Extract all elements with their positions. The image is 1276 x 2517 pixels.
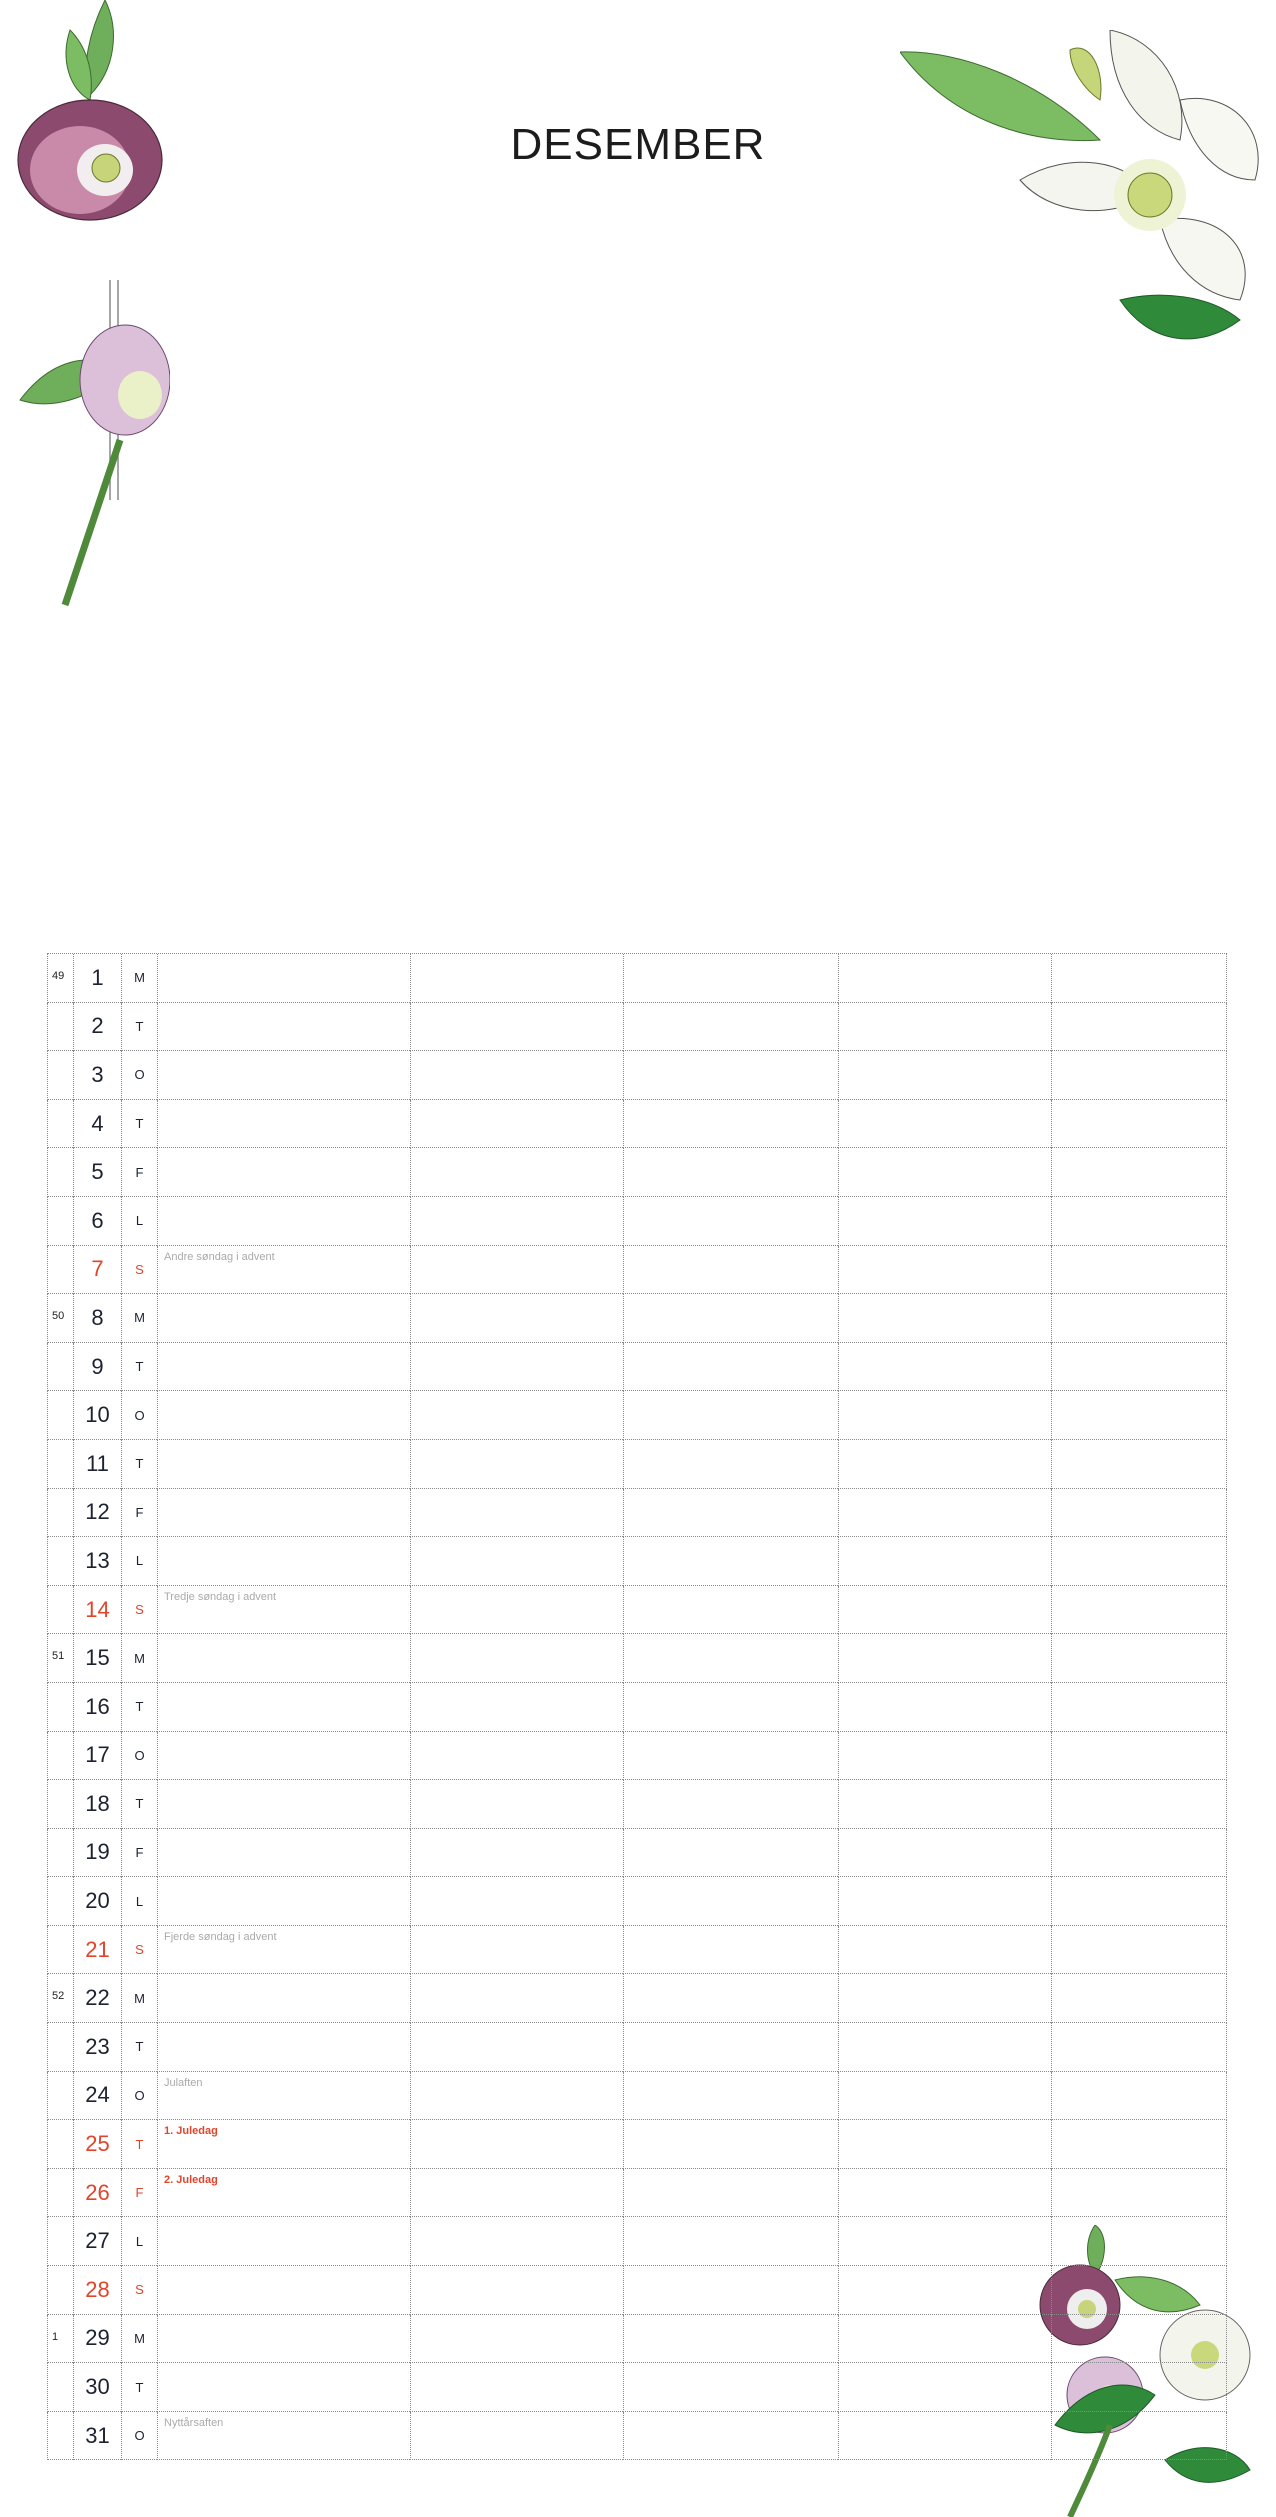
entry-cell[interactable] <box>838 1148 1051 1197</box>
day-number: 12 <box>73 1489 121 1538</box>
entry-cell[interactable] <box>410 954 623 1003</box>
entry-cell[interactable] <box>623 2363 838 2412</box>
week-number-cell <box>47 1877 73 1926</box>
entry-cell[interactable] <box>623 2023 838 2072</box>
weekday-letter: O <box>121 1732 157 1781</box>
entry-cell[interactable] <box>623 1634 838 1683</box>
entry-cell[interactable] <box>623 1197 838 1246</box>
entry-cell[interactable] <box>157 2217 410 2266</box>
day-number: 17 <box>73 1732 121 1781</box>
weekday-letter: F <box>121 1148 157 1197</box>
weekday-letter: S <box>121 1246 157 1295</box>
entry-cell[interactable] <box>157 1197 410 1246</box>
entry-cell[interactable] <box>157 2169 410 2218</box>
entry-cell[interactable] <box>157 1246 410 1295</box>
week-number: 52 <box>52 1990 65 2003</box>
week-number-cell <box>47 2169 73 2218</box>
entry-cell[interactable] <box>157 1537 410 1586</box>
day-row <box>47 2363 1227 2412</box>
weekday-letter: F <box>121 2169 157 2218</box>
day-number: 24 <box>73 2072 121 2121</box>
entry-cell[interactable] <box>838 2315 1051 2364</box>
entry-cell[interactable] <box>157 2072 410 2121</box>
day-number: 9 <box>73 1343 121 1392</box>
month-title: DESEMBER <box>510 120 766 169</box>
entry-cell[interactable] <box>157 1391 410 1440</box>
entry-cell[interactable] <box>157 1440 410 1489</box>
day-row <box>47 2120 1227 2169</box>
week-number-cell <box>47 1829 73 1878</box>
entry-cell[interactable] <box>157 2023 410 2072</box>
weekday-letter: T <box>121 2023 157 2072</box>
day-number: 31 <box>73 2412 121 2461</box>
entry-cell[interactable] <box>410 1780 623 1829</box>
entry-cell[interactable] <box>1051 1003 1227 1052</box>
day-number: 3 <box>73 1051 121 1100</box>
week-number-cell <box>47 1343 73 1392</box>
week-number-cell <box>47 2023 73 2072</box>
entry-cell[interactable] <box>838 2023 1051 2072</box>
entry-cell[interactable] <box>623 2169 838 2218</box>
entry-cell[interactable] <box>838 1391 1051 1440</box>
day-number: 20 <box>73 1877 121 1926</box>
entry-cell[interactable] <box>838 1343 1051 1392</box>
entry-cell[interactable] <box>157 1294 410 1343</box>
day-row <box>47 1440 1227 1489</box>
entry-cell[interactable] <box>1051 2120 1227 2169</box>
day-note: Tredje søndag i advent <box>164 1590 277 1603</box>
entry-cell[interactable] <box>157 2120 410 2169</box>
entry-cell[interactable] <box>157 1343 410 1392</box>
week-number-cell <box>47 1100 73 1149</box>
day-row <box>47 1586 1227 1635</box>
day-row <box>47 1926 1227 1975</box>
entry-cell[interactable] <box>157 954 410 1003</box>
entry-cell[interactable] <box>410 1003 623 1052</box>
entry-cell[interactable] <box>623 1100 838 1149</box>
entry-cell[interactable] <box>157 2412 410 2461</box>
week-number-cell <box>47 1926 73 1975</box>
week-number-cell <box>47 1294 73 1343</box>
week-number-cell <box>47 1489 73 1538</box>
entry-cell[interactable] <box>623 1051 838 1100</box>
entry-cell[interactable] <box>838 1100 1051 1149</box>
day-number: 1 <box>73 954 121 1003</box>
entry-cell[interactable] <box>157 1877 410 1926</box>
day-note: 1. Juledag <box>164 2125 218 2138</box>
entry-cell[interactable] <box>1051 1100 1227 1149</box>
day-number: 7 <box>73 1246 121 1295</box>
week-number-cell <box>47 1732 73 1781</box>
week-number-cell <box>47 1148 73 1197</box>
week-number-cell <box>47 1974 73 2023</box>
entry-cell[interactable] <box>623 1732 838 1781</box>
day-row <box>47 2412 1227 2461</box>
weekday-letter: T <box>121 1343 157 1392</box>
weekday-letter: O <box>121 1051 157 1100</box>
entry-cell[interactable] <box>623 1586 838 1635</box>
day-row <box>47 1974 1227 2023</box>
day-number: 4 <box>73 1100 121 1149</box>
entry-cell[interactable] <box>1051 954 1227 1003</box>
entry-cell[interactable] <box>410 1343 623 1392</box>
day-number: 14 <box>73 1586 121 1635</box>
day-row <box>47 2169 1227 2218</box>
entry-cell[interactable] <box>410 1197 623 1246</box>
week-number: 51 <box>52 1650 65 1663</box>
entry-cell[interactable] <box>623 954 838 1003</box>
entry-cell[interactable] <box>410 2023 623 2072</box>
entry-cell[interactable] <box>623 1440 838 1489</box>
entry-cell[interactable] <box>838 1246 1051 1295</box>
weekday-letter: T <box>121 1003 157 1052</box>
entry-cell[interactable] <box>623 1537 838 1586</box>
day-note: Fjerde søndag i advent <box>164 1930 277 1943</box>
week-number-cell <box>47 1634 73 1683</box>
entry-cell[interactable] <box>1051 1391 1227 1440</box>
day-number: 26 <box>73 2169 121 2218</box>
weekday-letter: T <box>121 1683 157 1732</box>
weekday-letter: M <box>121 1634 157 1683</box>
weekday-letter: T <box>121 1780 157 1829</box>
entry-cell[interactable] <box>838 1634 1051 1683</box>
entry-cell[interactable] <box>623 1683 838 1732</box>
day-number: 13 <box>73 1537 121 1586</box>
day-row <box>47 1246 1227 1295</box>
entry-cell[interactable] <box>838 1780 1051 1829</box>
day-number: 28 <box>73 2266 121 2315</box>
entry-cell[interactable] <box>623 1343 838 1392</box>
day-row <box>47 1829 1227 1878</box>
entry-cell[interactable] <box>623 1974 838 2023</box>
entry-cell[interactable] <box>1051 2315 1227 2364</box>
day-number: 27 <box>73 2217 121 2266</box>
week-number-cell <box>47 2266 73 2315</box>
entry-cell[interactable] <box>1051 2412 1227 2461</box>
entry-cell[interactable] <box>1051 1780 1227 1829</box>
entry-cell[interactable] <box>410 1926 623 1975</box>
weekday-letter: S <box>121 1926 157 1975</box>
day-note: Nyttårsaften <box>164 2416 224 2429</box>
entry-cell[interactable] <box>410 1683 623 1732</box>
entry-cell[interactable] <box>1051 1246 1227 1295</box>
entry-cell[interactable] <box>410 1246 623 1295</box>
entry-cell[interactable] <box>157 1051 410 1100</box>
entry-cell[interactable] <box>157 1586 410 1635</box>
weekday-letter: T <box>121 2120 157 2169</box>
entry-cell[interactable] <box>1051 1294 1227 1343</box>
day-number: 29 <box>73 2315 121 2364</box>
entry-cell[interactable] <box>1051 1683 1227 1732</box>
weekday-letter: T <box>121 2363 157 2412</box>
entry-cell[interactable] <box>838 2217 1051 2266</box>
weekday-letter: L <box>121 1197 157 1246</box>
day-number: 5 <box>73 1148 121 1197</box>
day-note: Andre søndag i advent <box>164 1250 275 1263</box>
entry-cell[interactable] <box>1051 1197 1227 1246</box>
entry-cell[interactable] <box>1051 2072 1227 2121</box>
entry-cell[interactable] <box>410 1537 623 1586</box>
day-number: 22 <box>73 1974 121 2023</box>
entry-cell[interactable] <box>410 1586 623 1635</box>
day-row <box>47 1489 1227 1538</box>
entry-cell[interactable] <box>157 1732 410 1781</box>
entry-cell[interactable] <box>838 1732 1051 1781</box>
entry-cell[interactable] <box>838 1489 1051 1538</box>
day-number: 25 <box>73 2120 121 2169</box>
entry-cell[interactable] <box>410 1974 623 2023</box>
entry-cell[interactable] <box>1051 1926 1227 1975</box>
day-number: 6 <box>73 1197 121 1246</box>
day-number: 19 <box>73 1829 121 1878</box>
entry-cell[interactable] <box>838 1294 1051 1343</box>
entry-cell[interactable] <box>1051 1732 1227 1781</box>
entry-cell[interactable] <box>623 2315 838 2364</box>
entry-cell[interactable] <box>1051 2169 1227 2218</box>
entry-cell[interactable] <box>157 1489 410 1538</box>
week-number: 1 <box>52 2330 59 2343</box>
entry-cell[interactable] <box>623 1780 838 1829</box>
entry-cell[interactable] <box>1051 2023 1227 2072</box>
entry-cell[interactable] <box>623 1877 838 1926</box>
entry-cell[interactable] <box>1051 1877 1227 1926</box>
entry-cell[interactable] <box>838 2169 1051 2218</box>
week-number-cell <box>47 2217 73 2266</box>
entry-cell[interactable] <box>410 2120 623 2169</box>
day-row <box>47 1343 1227 1392</box>
entry-cell[interactable] <box>410 2266 623 2315</box>
week-number-cell <box>47 1440 73 1489</box>
week-number-cell <box>47 1780 73 1829</box>
entry-cell[interactable] <box>838 2266 1051 2315</box>
weekday-letter: T <box>121 1440 157 1489</box>
entry-cell[interactable] <box>157 2266 410 2315</box>
entry-cell[interactable] <box>157 1003 410 1052</box>
entry-cell[interactable] <box>1051 1148 1227 1197</box>
week-number-cell <box>47 954 73 1003</box>
entry-cell[interactable] <box>410 1877 623 1926</box>
entry-cell[interactable] <box>1051 1051 1227 1100</box>
entry-cell[interactable] <box>623 2120 838 2169</box>
entry-cell[interactable] <box>838 2072 1051 2121</box>
week-number-cell <box>47 1586 73 1635</box>
weekday-letter: L <box>121 2217 157 2266</box>
entry-cell[interactable] <box>157 1148 410 1197</box>
entry-cell[interactable] <box>838 1051 1051 1100</box>
entry-cell[interactable] <box>838 1586 1051 1635</box>
day-row <box>47 1051 1227 1100</box>
entry-cell[interactable] <box>410 2217 623 2266</box>
entry-cell[interactable] <box>410 2412 623 2461</box>
entry-cell[interactable] <box>623 2072 838 2121</box>
day-number: 2 <box>73 1003 121 1052</box>
weekday-letter: F <box>121 1489 157 1538</box>
entry-cell[interactable] <box>410 2169 623 2218</box>
day-row <box>47 2217 1227 2266</box>
day-row <box>47 1197 1227 1246</box>
entry-cell[interactable] <box>410 1732 623 1781</box>
entry-cell[interactable] <box>410 1391 623 1440</box>
entry-cell[interactable] <box>157 1634 410 1683</box>
day-row <box>47 1391 1227 1440</box>
day-row <box>47 1003 1227 1052</box>
entry-cell[interactable] <box>1051 1586 1227 1635</box>
flower-illustration-top-right <box>900 30 1276 360</box>
entry-cell[interactable] <box>157 2363 410 2412</box>
entry-cell[interactable] <box>410 1634 623 1683</box>
entry-cell[interactable] <box>410 1440 623 1489</box>
week-number-cell <box>47 1003 73 1052</box>
entry-cell[interactable] <box>623 1391 838 1440</box>
entry-cell[interactable] <box>410 1294 623 1343</box>
day-row <box>47 2315 1227 2364</box>
entry-cell[interactable] <box>1051 1974 1227 2023</box>
day-row <box>47 2023 1227 2072</box>
entry-cell[interactable] <box>838 954 1051 1003</box>
entry-cell[interactable] <box>1051 1537 1227 1586</box>
entry-cell[interactable] <box>623 1489 838 1538</box>
day-row <box>47 1634 1227 1683</box>
week-number-cell <box>47 2363 73 2412</box>
entry-cell[interactable] <box>838 1440 1051 1489</box>
day-row <box>47 1732 1227 1781</box>
entry-cell[interactable] <box>1051 1440 1227 1489</box>
weekday-letter: T <box>121 1100 157 1149</box>
week-number-cell <box>47 1051 73 1100</box>
entry-cell[interactable] <box>623 2412 838 2461</box>
day-number: 8 <box>73 1294 121 1343</box>
entry-cell[interactable] <box>838 2363 1051 2412</box>
entry-cell[interactable] <box>157 2315 410 2364</box>
entry-cell[interactable] <box>623 1829 838 1878</box>
entry-cell[interactable] <box>410 2315 623 2364</box>
entry-cell[interactable] <box>1051 1829 1227 1878</box>
week-number: 50 <box>52 1310 65 1323</box>
calendar-grid <box>47 954 1227 2460</box>
entry-cell[interactable] <box>623 2217 838 2266</box>
day-row <box>47 1683 1227 1732</box>
weekday-letter: O <box>121 2072 157 2121</box>
day-row <box>47 1148 1227 1197</box>
entry-cell[interactable] <box>1051 2217 1227 2266</box>
entry-cell[interactable] <box>1051 1489 1227 1538</box>
day-row <box>47 2266 1227 2315</box>
weekday-letter: L <box>121 1537 157 1586</box>
entry-cell[interactable] <box>623 1246 838 1295</box>
weekday-letter: S <box>121 1586 157 1635</box>
entry-cell[interactable] <box>838 1197 1051 1246</box>
entry-cell[interactable] <box>838 1003 1051 1052</box>
entry-cell[interactable] <box>838 2120 1051 2169</box>
day-number: 10 <box>73 1391 121 1440</box>
week-number-cell <box>47 2120 73 2169</box>
week-number-cell <box>47 2412 73 2461</box>
week-number-cell <box>47 2072 73 2121</box>
day-row <box>47 1294 1227 1343</box>
entry-cell[interactable] <box>838 1877 1051 1926</box>
entry-cell[interactable] <box>157 1829 410 1878</box>
day-row <box>47 954 1227 1003</box>
entry-cell[interactable] <box>838 1683 1051 1732</box>
day-row <box>47 2072 1227 2121</box>
entry-cell[interactable] <box>623 1926 838 1975</box>
day-note: Julaften <box>164 2076 203 2089</box>
entry-cell[interactable] <box>1051 1343 1227 1392</box>
entry-cell[interactable] <box>623 1148 838 1197</box>
entry-cell[interactable] <box>838 1829 1051 1878</box>
day-number: 15 <box>73 1634 121 1683</box>
day-row <box>47 1537 1227 1586</box>
entry-cell[interactable] <box>623 1003 838 1052</box>
weekday-letter: M <box>121 954 157 1003</box>
entry-cell[interactable] <box>410 1100 623 1149</box>
entry-cell[interactable] <box>410 1489 623 1538</box>
week-number-cell <box>47 1246 73 1295</box>
entry-cell[interactable] <box>157 1100 410 1149</box>
flower-illustration-top-left <box>10 0 170 610</box>
day-number: 23 <box>73 2023 121 2072</box>
entry-cell[interactable] <box>410 2363 623 2412</box>
entry-cell[interactable] <box>157 1780 410 1829</box>
entry-cell[interactable] <box>410 1051 623 1100</box>
entry-cell[interactable] <box>1051 2363 1227 2412</box>
entry-cell[interactable] <box>410 1829 623 1878</box>
day-row <box>47 1100 1227 1149</box>
entry-cell[interactable] <box>623 2266 838 2315</box>
day-row <box>47 1780 1227 1829</box>
entry-cell[interactable] <box>157 1974 410 2023</box>
day-note: 2. Juledag <box>164 2173 218 2186</box>
entry-cell[interactable] <box>1051 2266 1227 2315</box>
entry-cell[interactable] <box>410 1148 623 1197</box>
week-number-cell <box>47 1683 73 1732</box>
weekday-letter: L <box>121 1877 157 1926</box>
entry-cell[interactable] <box>838 1974 1051 2023</box>
week-number: 49 <box>52 970 65 982</box>
week-number-cell <box>47 2315 73 2364</box>
week-number-cell <box>47 1537 73 1586</box>
week-number-cell <box>47 1197 73 1246</box>
week-number-cell <box>47 1391 73 1440</box>
entry-cell[interactable] <box>838 1537 1051 1586</box>
weekday-letter: O <box>121 1391 157 1440</box>
entry-cell[interactable] <box>623 1294 838 1343</box>
entry-cell[interactable] <box>838 2412 1051 2461</box>
weekday-letter: S <box>121 2266 157 2315</box>
day-number: 30 <box>73 2363 121 2412</box>
weekday-letter: M <box>121 2315 157 2364</box>
weekday-letter: M <box>121 1974 157 2023</box>
weekday-letter: F <box>121 1829 157 1878</box>
weekday-letter: M <box>121 1294 157 1343</box>
day-number: 16 <box>73 1683 121 1732</box>
day-row <box>47 1877 1227 1926</box>
weekday-letter: O <box>121 2412 157 2461</box>
entry-cell[interactable] <box>157 1683 410 1732</box>
entry-cell[interactable] <box>1051 1634 1227 1683</box>
day-number: 21 <box>73 1926 121 1975</box>
entry-cell[interactable] <box>157 1926 410 1975</box>
entry-cell[interactable] <box>838 1926 1051 1975</box>
day-number: 11 <box>73 1440 121 1489</box>
day-number: 18 <box>73 1780 121 1829</box>
entry-cell[interactable] <box>410 2072 623 2121</box>
